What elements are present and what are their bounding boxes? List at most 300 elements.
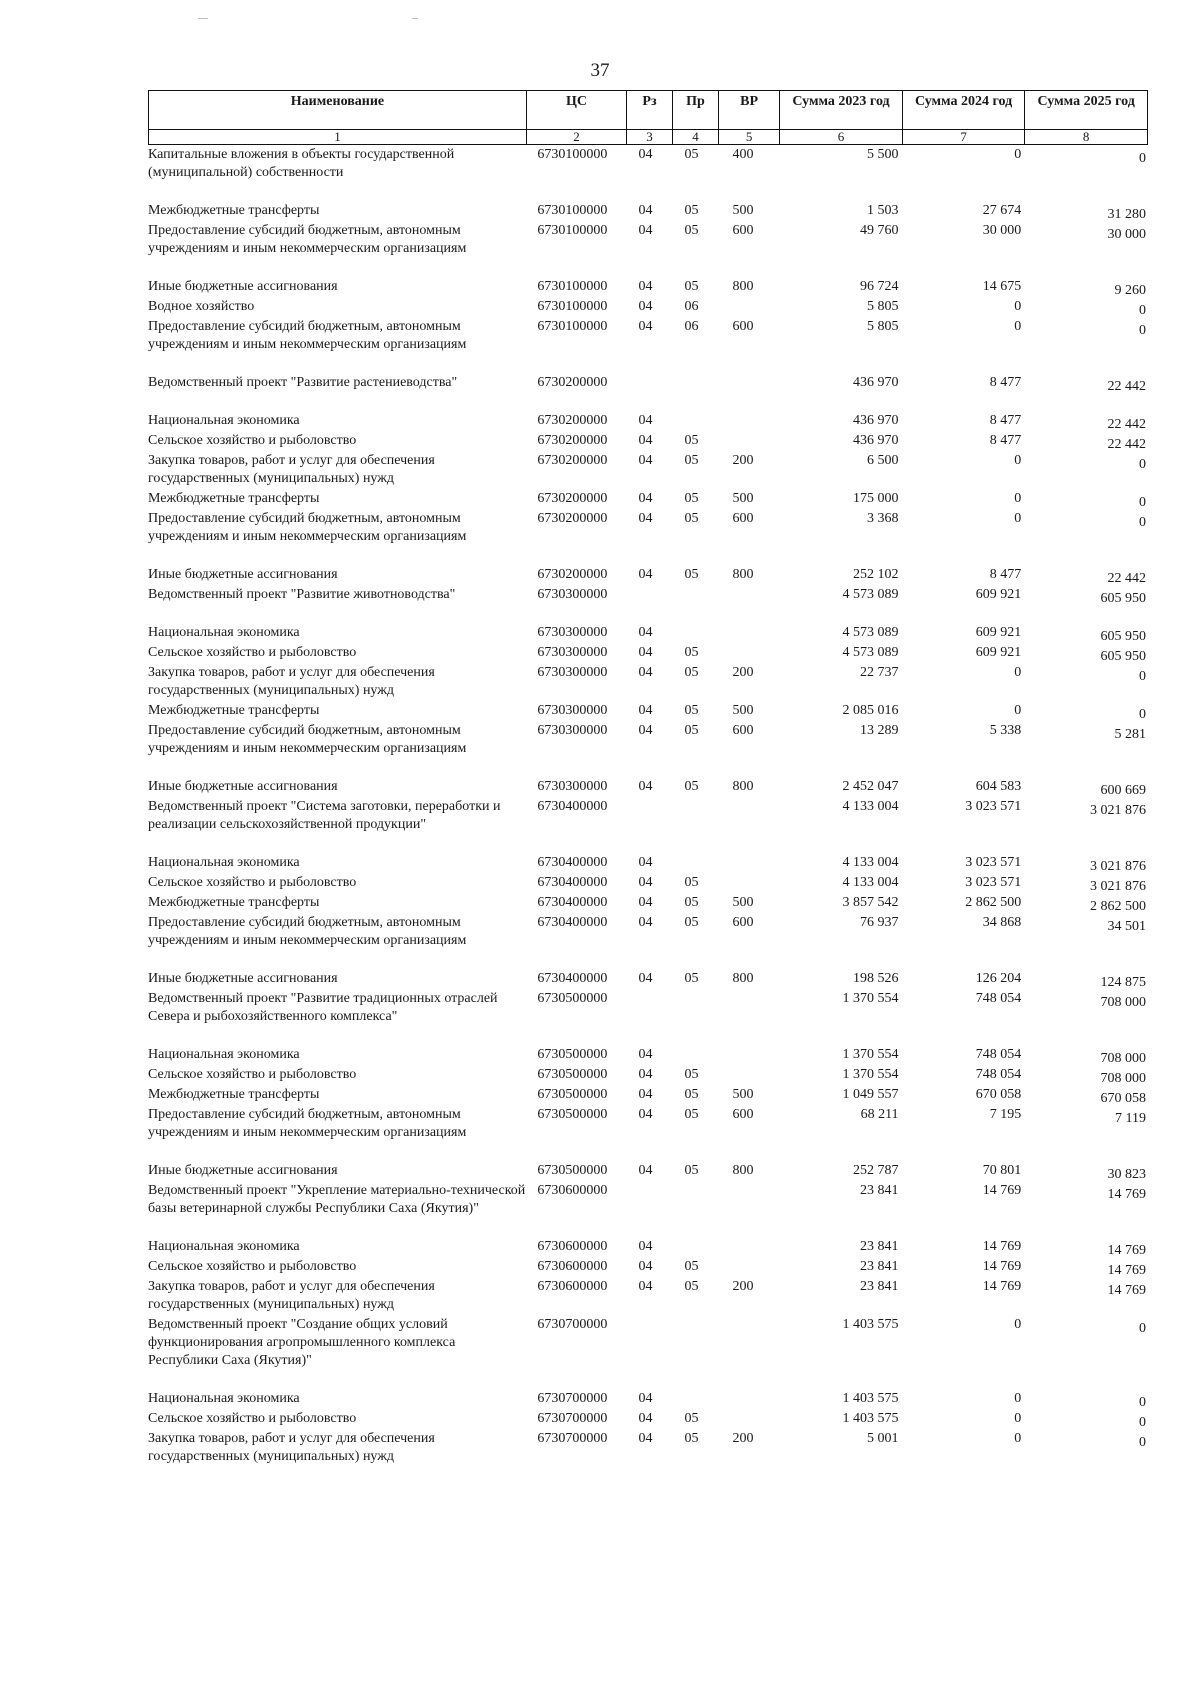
row-pr bbox=[673, 1316, 719, 1390]
cell-value: 748 054 bbox=[975, 1067, 1022, 1082]
row-sum-2024 bbox=[903, 970, 1026, 990]
row-sum-2024 bbox=[903, 1258, 1026, 1278]
row-sum-2023: 3 368 bbox=[867, 511, 899, 526]
row-sum-2023: 4 573 089 bbox=[842, 645, 899, 660]
row-sum-2024 bbox=[903, 624, 1026, 644]
row-rz: 04 bbox=[638, 453, 653, 468]
scan-mark-top-right bbox=[412, 18, 418, 19]
cell-value: 0 bbox=[1014, 453, 1022, 468]
row-rz: 04 bbox=[638, 279, 653, 294]
row-rz: 04 bbox=[638, 433, 653, 448]
row-sum-2025 bbox=[1025, 894, 1148, 914]
table-row bbox=[148, 510, 1148, 566]
cell-value: 14 769 bbox=[1107, 1283, 1146, 1298]
table-row bbox=[148, 624, 1148, 644]
table-row bbox=[148, 146, 1148, 202]
cell-value: 5 338 bbox=[989, 723, 1022, 738]
table-row bbox=[148, 1410, 1148, 1430]
row-cs: 6730400000 bbox=[537, 875, 608, 890]
row-cs: 6730200000 bbox=[537, 453, 608, 468]
row-sum-2024 bbox=[903, 1278, 1026, 1316]
row-vr: 200 bbox=[732, 453, 754, 468]
row-sum-2025 bbox=[1025, 202, 1148, 222]
cell-value: 0 bbox=[1014, 703, 1022, 718]
cell-value: 0 bbox=[1139, 1321, 1146, 1336]
cell-value: 0 bbox=[1139, 707, 1146, 722]
row-cs: 6730400000 bbox=[537, 799, 608, 814]
row-pr: 05 bbox=[684, 203, 699, 218]
table-row bbox=[148, 894, 1148, 914]
column-number: 1 bbox=[149, 130, 527, 145]
row-sum-2025 bbox=[1025, 644, 1148, 664]
cell-value: 609 921 bbox=[975, 587, 1022, 602]
row-rz bbox=[627, 1316, 673, 1390]
row-pr bbox=[673, 586, 719, 624]
row-cs: 6730400000 bbox=[537, 895, 608, 910]
row-pr bbox=[673, 854, 719, 874]
table-row bbox=[148, 1390, 1148, 1410]
cell-value: 600 669 bbox=[1100, 783, 1146, 798]
table-row bbox=[148, 278, 1148, 298]
row-pr: 05 bbox=[684, 491, 699, 506]
row-rz: 04 bbox=[638, 1431, 653, 1446]
row-sum-2023: 2 085 016 bbox=[842, 703, 899, 718]
row-sum-2025 bbox=[1025, 146, 1148, 202]
row-name: Закупка товаров, работ и услуг для обеспечения государственных (муниципальных) нужд bbox=[148, 1279, 435, 1312]
row-sum-2024 bbox=[903, 432, 1026, 452]
cell-value: 31 280 bbox=[1107, 207, 1146, 222]
cell-value: 0 bbox=[1139, 1435, 1146, 1450]
table-row bbox=[148, 412, 1148, 432]
row-vr: 600 bbox=[732, 1107, 754, 1122]
row-pr: 05 bbox=[684, 1107, 699, 1122]
column-number: 8 bbox=[1025, 130, 1148, 145]
row-sum-2025 bbox=[1025, 1278, 1148, 1316]
row-sum-2025 bbox=[1025, 1106, 1148, 1162]
row-pr: 05 bbox=[684, 511, 699, 526]
row-name: Межбюджетные трансферты bbox=[148, 203, 320, 218]
row-rz: 04 bbox=[638, 1239, 653, 1254]
table-row bbox=[148, 566, 1148, 586]
cell-value: 3 023 571 bbox=[965, 855, 1022, 870]
row-name: Капитальные вложения в объекты государственной (муниципальной) собственности bbox=[148, 147, 455, 180]
cell-value: 5 281 bbox=[1114, 727, 1146, 742]
row-name: Национальная экономика bbox=[148, 1239, 300, 1254]
row-vr: 200 bbox=[732, 665, 754, 680]
cell-value: 22 442 bbox=[1107, 379, 1146, 394]
row-pr: 05 bbox=[684, 1259, 699, 1274]
cell-value: 605 950 bbox=[1100, 591, 1146, 606]
row-cs: 6730700000 bbox=[537, 1431, 608, 1446]
table-header bbox=[148, 90, 1148, 145]
row-cs: 6730500000 bbox=[537, 1107, 608, 1122]
row-name: Сельское хозяйство и рыболовство bbox=[148, 1067, 357, 1082]
row-pr: 05 bbox=[684, 279, 699, 294]
row-rz: 04 bbox=[638, 319, 653, 334]
row-sum-2023: 1 403 575 bbox=[842, 1317, 899, 1332]
table-row bbox=[148, 452, 1148, 490]
row-sum-2025 bbox=[1025, 222, 1148, 278]
row-vr bbox=[719, 1258, 780, 1278]
row-rz: 04 bbox=[638, 915, 653, 930]
cell-value: 670 058 bbox=[1100, 1091, 1146, 1106]
cell-value: 14 769 bbox=[1107, 1263, 1146, 1278]
cell-value: 0 bbox=[1139, 1395, 1146, 1410]
row-sum-2024 bbox=[903, 1066, 1026, 1086]
row-sum-2023: 4 133 004 bbox=[842, 855, 899, 870]
row-vr bbox=[719, 586, 780, 624]
row-sum-2024 bbox=[903, 914, 1026, 970]
row-cs: 6730700000 bbox=[537, 1411, 608, 1426]
row-vr: 600 bbox=[732, 511, 754, 526]
row-vr bbox=[719, 412, 780, 432]
row-pr: 05 bbox=[684, 971, 699, 986]
row-rz: 04 bbox=[638, 1259, 653, 1274]
row-rz bbox=[627, 1182, 673, 1238]
row-name: Сельское хозяйство и рыболовство bbox=[148, 1411, 357, 1426]
cell-value: 14 675 bbox=[982, 279, 1022, 294]
row-sum-2024 bbox=[903, 798, 1026, 854]
row-sum-2023: 1 049 557 bbox=[842, 1087, 899, 1102]
row-sum-2025 bbox=[1025, 412, 1148, 432]
cell-value: 0 bbox=[1014, 299, 1022, 314]
table-row bbox=[148, 1430, 1148, 1468]
row-sum-2024 bbox=[903, 298, 1026, 318]
row-cs: 6730300000 bbox=[537, 625, 608, 640]
row-sum-2023: 198 526 bbox=[853, 971, 899, 986]
table-row bbox=[148, 202, 1148, 222]
table-row bbox=[148, 1046, 1148, 1066]
row-rz: 04 bbox=[638, 1067, 653, 1082]
row-sum-2024 bbox=[903, 1162, 1026, 1182]
cell-value: 708 000 bbox=[1100, 995, 1146, 1010]
header-vr: ВР bbox=[718, 91, 779, 130]
row-rz: 04 bbox=[638, 203, 653, 218]
cell-value: 0 bbox=[1014, 1317, 1022, 1332]
row-sum-2025 bbox=[1025, 722, 1148, 778]
row-vr bbox=[719, 1182, 780, 1238]
row-pr: 05 bbox=[684, 779, 699, 794]
row-sum-2023: 76 937 bbox=[860, 915, 899, 930]
row-pr: 05 bbox=[684, 703, 699, 718]
row-vr: 800 bbox=[732, 779, 754, 794]
row-pr: 05 bbox=[684, 1431, 699, 1446]
cell-value: 30 000 bbox=[982, 223, 1022, 238]
row-sum-2023: 175 000 bbox=[853, 491, 899, 506]
row-rz: 04 bbox=[638, 223, 653, 238]
row-vr bbox=[719, 854, 780, 874]
cell-value: 14 769 bbox=[1107, 1187, 1146, 1202]
row-vr: 500 bbox=[732, 703, 754, 718]
row-sum-2025 bbox=[1025, 1316, 1148, 1390]
row-sum-2024 bbox=[903, 1238, 1026, 1258]
row-sum-2025 bbox=[1025, 990, 1148, 1046]
row-name: Ведомственный проект "Развитие растениеводства" bbox=[148, 375, 458, 390]
row-name: Национальная экономика bbox=[148, 855, 300, 870]
row-cs: 6730200000 bbox=[537, 491, 608, 506]
cell-value: 22 442 bbox=[1107, 417, 1146, 432]
row-name: Закупка товаров, работ и услуг для обеспечения государственных (муниципальных) нужд bbox=[148, 665, 435, 698]
row-rz: 04 bbox=[638, 1107, 653, 1122]
row-sum-2024 bbox=[903, 202, 1026, 222]
row-cs: 6730100000 bbox=[537, 279, 608, 294]
row-name: Сельское хозяйство и рыболовство bbox=[148, 645, 357, 660]
row-sum-2025 bbox=[1025, 318, 1148, 374]
cell-value: 34 868 bbox=[982, 915, 1022, 930]
cell-value: 0 bbox=[1014, 491, 1022, 506]
row-cs: 6730500000 bbox=[537, 1047, 608, 1062]
row-name: Ведомственный проект "Система заготовки, переработки и реализации сельскохозяйственной продукции" bbox=[148, 799, 501, 832]
row-name: Закупка товаров, работ и услуг для обеспечения государственных (муниципальных) нужд bbox=[148, 1431, 435, 1464]
row-pr bbox=[673, 990, 719, 1046]
table-row bbox=[148, 874, 1148, 894]
row-vr: 800 bbox=[732, 279, 754, 294]
header-sum-2023: Сумма 2023 год bbox=[780, 91, 903, 130]
row-sum-2023: 23 841 bbox=[860, 1259, 899, 1274]
row-vr: 600 bbox=[732, 223, 754, 238]
row-rz: 04 bbox=[638, 645, 653, 660]
row-vr bbox=[719, 1046, 780, 1066]
cell-value: 0 bbox=[1014, 147, 1022, 162]
row-sum-2023: 436 970 bbox=[853, 433, 899, 448]
row-sum-2024 bbox=[903, 1182, 1026, 1238]
row-sum-2023: 4 133 004 bbox=[842, 799, 899, 814]
row-pr bbox=[673, 1390, 719, 1410]
row-name: Ведомственный проект "Развитие традиционных отраслей Севера и рыбохозяйственного комплекса" bbox=[148, 991, 498, 1024]
row-sum-2023: 96 724 bbox=[860, 279, 899, 294]
cell-value: 9 260 bbox=[1114, 283, 1146, 298]
row-sum-2025 bbox=[1025, 1162, 1148, 1182]
row-sum-2023: 5 805 bbox=[867, 299, 899, 314]
row-pr: 05 bbox=[684, 433, 699, 448]
row-rz: 04 bbox=[638, 723, 653, 738]
row-sum-2025 bbox=[1025, 970, 1148, 990]
row-cs: 6730400000 bbox=[537, 915, 608, 930]
cell-value: 34 501 bbox=[1107, 919, 1146, 934]
cell-value: 3 023 571 bbox=[965, 799, 1022, 814]
row-sum-2024 bbox=[903, 1086, 1026, 1106]
cell-value: 3 021 876 bbox=[1090, 879, 1146, 894]
row-name: Межбюджетные трансферты bbox=[148, 895, 320, 910]
row-cs: 6730200000 bbox=[537, 413, 608, 428]
table-row bbox=[148, 1258, 1148, 1278]
cell-value: 3 021 876 bbox=[1090, 859, 1146, 874]
cell-value: 708 000 bbox=[1100, 1071, 1146, 1086]
row-name: Межбюджетные трансферты bbox=[148, 703, 320, 718]
table-row bbox=[148, 490, 1148, 510]
row-sum-2023: 5 805 bbox=[867, 319, 899, 334]
cell-value: 609 921 bbox=[975, 625, 1022, 640]
header-name: Наименование bbox=[149, 91, 527, 130]
row-rz: 04 bbox=[638, 1087, 653, 1102]
cell-value: 2 862 500 bbox=[1090, 899, 1146, 914]
row-cs: 6730200000 bbox=[537, 511, 608, 526]
cell-value: 2 862 500 bbox=[965, 895, 1022, 910]
row-vr: 500 bbox=[732, 491, 754, 506]
table-row bbox=[148, 374, 1148, 412]
table-row bbox=[148, 586, 1148, 624]
row-cs: 6730600000 bbox=[537, 1279, 608, 1294]
cell-value: 0 bbox=[1139, 515, 1146, 530]
table-row bbox=[148, 1316, 1148, 1390]
row-sum-2024 bbox=[903, 318, 1026, 374]
cell-value: 8 477 bbox=[989, 375, 1022, 390]
cell-value: 0 bbox=[1014, 1411, 1022, 1426]
row-pr bbox=[673, 374, 719, 412]
row-sum-2024 bbox=[903, 490, 1026, 510]
row-cs: 6730200000 bbox=[537, 433, 608, 448]
row-sum-2023: 1 503 bbox=[867, 203, 899, 218]
cell-value: 605 950 bbox=[1100, 629, 1146, 644]
row-sum-2025 bbox=[1025, 1046, 1148, 1066]
row-vr bbox=[719, 874, 780, 894]
row-vr: 500 bbox=[732, 203, 754, 218]
row-vr bbox=[719, 298, 780, 318]
row-vr: 600 bbox=[732, 915, 754, 930]
row-sum-2024 bbox=[903, 278, 1026, 298]
cell-value: 748 054 bbox=[975, 991, 1022, 1006]
row-cs: 6730300000 bbox=[537, 723, 608, 738]
row-cs: 6730500000 bbox=[537, 1067, 608, 1082]
cell-value: 604 583 bbox=[975, 779, 1022, 794]
row-sum-2024 bbox=[903, 874, 1026, 894]
row-pr: 05 bbox=[684, 147, 699, 162]
row-cs: 6730700000 bbox=[537, 1317, 608, 1332]
row-rz: 04 bbox=[638, 147, 653, 162]
cell-value: 7 119 bbox=[1115, 1111, 1146, 1126]
row-sum-2023: 252 787 bbox=[853, 1163, 899, 1178]
table-row bbox=[148, 1162, 1148, 1182]
row-sum-2025 bbox=[1025, 854, 1148, 874]
row-vr: 200 bbox=[732, 1279, 754, 1294]
row-rz: 04 bbox=[638, 511, 653, 526]
row-sum-2024 bbox=[903, 722, 1026, 778]
row-rz: 04 bbox=[638, 665, 653, 680]
row-name: Межбюджетные трансферты bbox=[148, 1087, 320, 1102]
column-number: 6 bbox=[780, 130, 903, 145]
row-vr: 600 bbox=[732, 319, 754, 334]
cell-value: 0 bbox=[1139, 323, 1146, 338]
table-row bbox=[148, 798, 1148, 854]
row-sum-2023: 23 841 bbox=[860, 1239, 899, 1254]
cell-value: 22 442 bbox=[1107, 437, 1146, 452]
row-vr: 600 bbox=[732, 723, 754, 738]
cell-value: 8 477 bbox=[989, 413, 1022, 428]
row-vr bbox=[719, 1238, 780, 1258]
cell-value: 0 bbox=[1014, 511, 1022, 526]
row-rz: 04 bbox=[638, 491, 653, 506]
row-cs: 6730500000 bbox=[537, 1163, 608, 1178]
row-rz: 04 bbox=[638, 413, 653, 428]
table-row bbox=[148, 644, 1148, 664]
cell-value: 126 204 bbox=[975, 971, 1022, 986]
row-pr: 05 bbox=[684, 1411, 699, 1426]
row-name: Иные бюджетные ассигнования bbox=[148, 567, 338, 582]
row-sum-2025 bbox=[1025, 778, 1148, 798]
row-cs: 6730100000 bbox=[537, 147, 608, 162]
row-sum-2025 bbox=[1025, 702, 1148, 722]
cell-value: 609 921 bbox=[975, 645, 1022, 660]
cell-value: 3 021 876 bbox=[1090, 803, 1146, 818]
row-sum-2023: 5 500 bbox=[867, 147, 899, 162]
row-pr: 05 bbox=[684, 1279, 699, 1294]
row-sum-2025 bbox=[1025, 798, 1148, 854]
row-sum-2024 bbox=[903, 412, 1026, 432]
table-row bbox=[148, 222, 1148, 278]
row-sum-2023: 4 573 089 bbox=[842, 587, 899, 602]
row-cs: 6730300000 bbox=[537, 645, 608, 660]
row-vr: 200 bbox=[732, 1431, 754, 1446]
table-row bbox=[148, 854, 1148, 874]
row-pr: 05 bbox=[684, 453, 699, 468]
cell-value: 27 674 bbox=[982, 203, 1022, 218]
scan-mark-top-left bbox=[198, 18, 208, 19]
table-row bbox=[148, 990, 1148, 1046]
row-sum-2024 bbox=[903, 1410, 1026, 1430]
row-cs: 6730600000 bbox=[537, 1183, 608, 1198]
row-name: Закупка товаров, работ и услуг для обеспечения государственных (муниципальных) нужд bbox=[148, 453, 435, 486]
row-name: Водное хозяйство bbox=[148, 299, 255, 314]
row-name: Иные бюджетные ассигнования bbox=[148, 1163, 338, 1178]
row-rz: 04 bbox=[638, 971, 653, 986]
row-cs: 6730300000 bbox=[537, 587, 608, 602]
header-pr: Пр bbox=[672, 91, 718, 130]
cell-value: 0 bbox=[1014, 1391, 1022, 1406]
row-vr bbox=[719, 1316, 780, 1390]
row-sum-2025 bbox=[1025, 374, 1148, 412]
row-vr: 800 bbox=[732, 567, 754, 582]
row-vr bbox=[719, 1390, 780, 1410]
cell-value: 0 bbox=[1139, 303, 1146, 318]
row-sum-2025 bbox=[1025, 624, 1148, 644]
table-row bbox=[148, 1182, 1148, 1238]
column-number: 7 bbox=[902, 130, 1025, 145]
row-sum-2024 bbox=[903, 586, 1026, 624]
row-vr bbox=[719, 432, 780, 452]
column-number: 2 bbox=[526, 130, 626, 145]
row-sum-2023: 1 370 554 bbox=[842, 1067, 899, 1082]
row-vr: 500 bbox=[732, 895, 754, 910]
row-cs: 6730100000 bbox=[537, 203, 608, 218]
cell-value: 7 195 bbox=[989, 1107, 1022, 1122]
row-vr: 800 bbox=[732, 1163, 754, 1178]
row-sum-2025 bbox=[1025, 1430, 1148, 1468]
cell-value: 605 950 bbox=[1100, 649, 1146, 664]
row-sum-2024 bbox=[903, 894, 1026, 914]
row-sum-2024 bbox=[903, 854, 1026, 874]
row-sum-2023: 1 370 554 bbox=[842, 991, 899, 1006]
row-name: Ведомственный проект "Развитие животноводства" bbox=[148, 587, 456, 602]
header-sum-2024: Сумма 2024 год bbox=[902, 91, 1025, 130]
row-name: Национальная экономика bbox=[148, 1047, 300, 1062]
row-pr: 05 bbox=[684, 1087, 699, 1102]
header-rz: Рз bbox=[627, 91, 673, 130]
row-vr bbox=[719, 374, 780, 412]
row-sum-2023: 1 403 575 bbox=[842, 1411, 899, 1426]
row-pr: 05 bbox=[684, 567, 699, 582]
row-rz bbox=[627, 990, 673, 1046]
cell-value: 3 023 571 bbox=[965, 875, 1022, 890]
row-name: Национальная экономика bbox=[148, 413, 300, 428]
row-sum-2023: 22 737 bbox=[860, 665, 899, 680]
row-sum-2024 bbox=[903, 1430, 1026, 1468]
row-sum-2025 bbox=[1025, 452, 1148, 490]
row-sum-2025 bbox=[1025, 586, 1148, 624]
row-sum-2024 bbox=[903, 1046, 1026, 1066]
row-pr bbox=[673, 1238, 719, 1258]
cell-value: 14 769 bbox=[982, 1279, 1022, 1294]
cell-value: 0 bbox=[1139, 1415, 1146, 1430]
